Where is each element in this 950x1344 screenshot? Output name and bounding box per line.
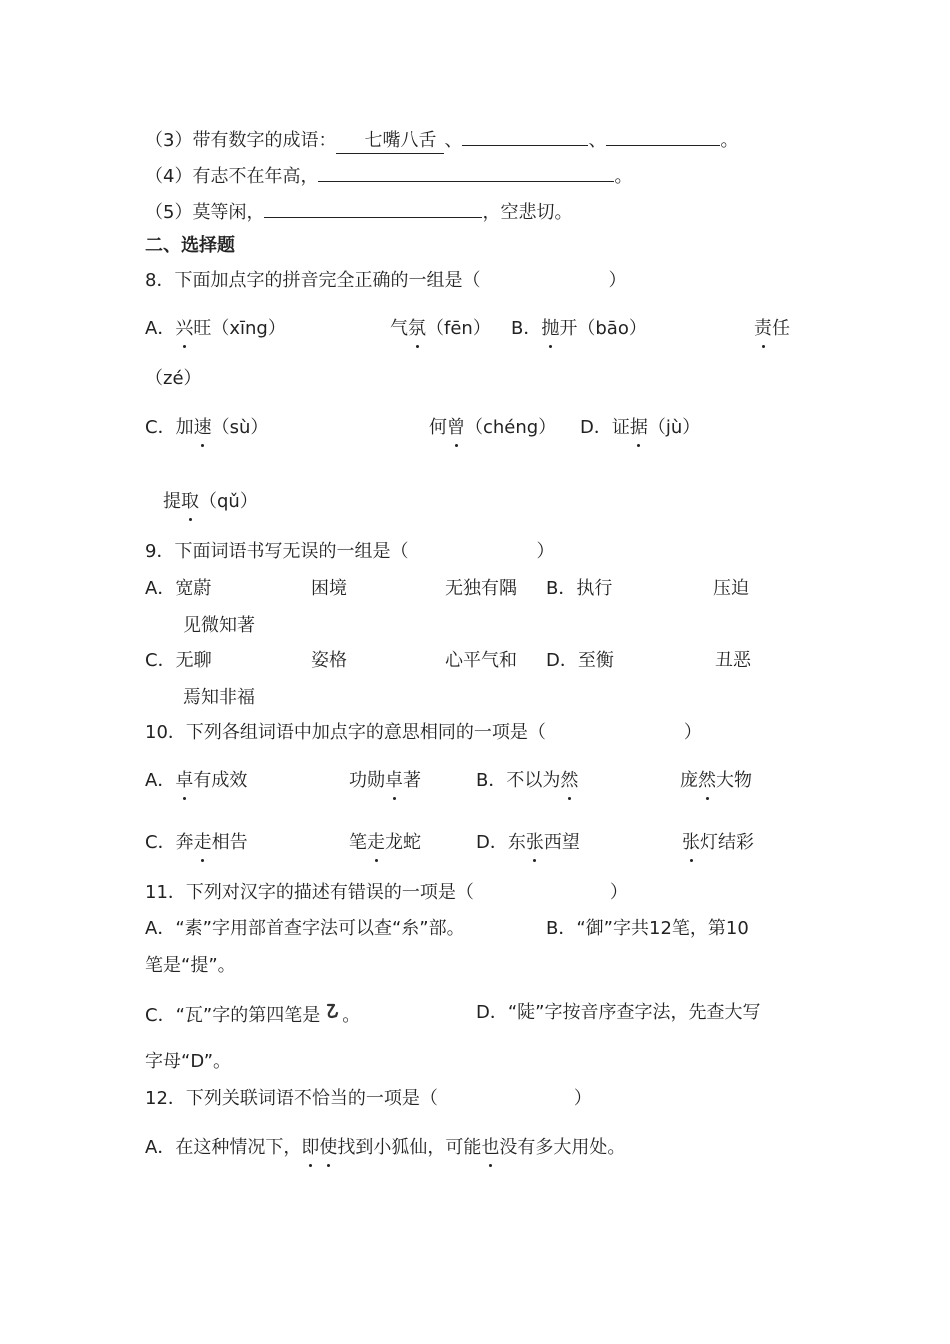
option-b-word-2: 庞然大物 [680, 770, 752, 791]
option-a-word-2: 功勋卓著 [349, 770, 421, 791]
dotted-char: 据 [629, 417, 648, 438]
fill-q3: （3）带有数字的成语： 七嘴八舌 、 、 。 [145, 127, 738, 154]
option-a-word-2: 气氛（fēn） [390, 318, 491, 339]
dotted-char: 速 [193, 417, 212, 438]
section-title: 二、选择题 [145, 235, 235, 256]
fill-q4: （4）有志不在年高， 。 [145, 163, 632, 189]
dotted-char: 兴 [175, 318, 194, 339]
option-a-word-2: 困境 [311, 578, 347, 599]
dotted-char: 张 [525, 832, 544, 853]
option-d[interactable]: D．至衡 [546, 650, 614, 671]
option-b-continued: （zé） [145, 368, 202, 389]
option-c-word-2: 姿格 [311, 650, 347, 671]
option-b[interactable]: B．不以为然 [476, 770, 579, 791]
option-a[interactable]: A．在这种情况下，即使找到小狐仙，可能也没有多大用处。 [145, 1137, 626, 1158]
option-d-word-2: 张灯结彩 [682, 832, 754, 853]
dotted-char: 然 [560, 770, 579, 791]
fill-q5: （5）莫等闲， ，空悲切。 [145, 199, 572, 225]
dotted-char: 曾 [447, 417, 465, 438]
option-c-word-2: 何曾（chéng） [429, 417, 557, 438]
option-a[interactable]: A．卓有成效 [145, 770, 248, 791]
dotted-char: 卓 [385, 770, 403, 791]
option-a-word-3: 无独有隅 [445, 578, 517, 599]
dotted-char: 抛 [541, 318, 560, 339]
answer-blank[interactable]: 七嘴八舌 [336, 129, 444, 154]
option-c[interactable]: C．无聊 [145, 650, 212, 671]
question-12-stem: 12．下列关联词语不恰当的一项是（ ） [145, 1088, 592, 1109]
option-a[interactable]: A．“素”字用部首查字法可以查“糸”部。 [145, 918, 465, 939]
option-d-continued: 字母“D”。 [145, 1051, 232, 1072]
option-d-word-2: 提取（qǔ） [163, 491, 258, 512]
question-9-stem: 9．下面词语书写无误的一组是（ ） [145, 541, 555, 562]
question-8-stem: 8．下面加点字的拼音完全正确的一组是（ ） [145, 270, 627, 291]
option-c-word-2: 笔走龙蛇 [349, 832, 421, 853]
option-a[interactable]: A．兴旺（xīng） [145, 318, 286, 339]
option-b-word-2: 责任 [754, 318, 790, 339]
dotted-char: 氛 [408, 318, 426, 339]
option-b[interactable]: B．执行 [546, 578, 613, 599]
dotted-char: 取 [181, 491, 199, 512]
dotted-char: 走 [367, 832, 385, 853]
answer-blank[interactable] [606, 127, 720, 146]
option-d[interactable]: D．东张西望 [476, 832, 580, 853]
option-d-word-2: 丑恶 [715, 650, 751, 671]
answer-blank[interactable] [264, 199, 482, 218]
stroke-icon [320, 1001, 342, 1025]
dotted-char: 卓 [175, 770, 194, 791]
option-d[interactable]: D．“陡”字按音序查字法，先查大写 [476, 1002, 761, 1023]
option-b-word-2: 压迫 [713, 578, 749, 599]
dotted-char: 使 [319, 1137, 338, 1158]
option-b-word-3: 见微知著 [183, 615, 255, 636]
option-c[interactable]: C．“瓦”字的第四笔是 。 [145, 1001, 360, 1028]
answer-blank[interactable] [318, 163, 614, 182]
dotted-char: 张 [682, 832, 700, 853]
dotted-char: 也 [481, 1137, 500, 1158]
dotted-char: 即 [301, 1137, 320, 1158]
dotted-char: 然 [698, 770, 716, 791]
dotted-char: 走 [193, 832, 212, 853]
answer-blank[interactable] [462, 127, 588, 146]
option-c[interactable]: C．奔走相告 [145, 832, 248, 853]
option-b[interactable]: B．“御”字共12笔，第10 [546, 918, 749, 939]
question-10-stem: 10．下列各组词语中加点字的意思相同的一项是（ ） [145, 722, 702, 743]
question-11-stem: 11．下列对汉字的描述有错误的一项是（ ） [145, 882, 628, 903]
dotted-char: 责 [754, 318, 772, 339]
option-c-word-3: 心平气和 [445, 650, 517, 671]
option-b-continued: 笔是“提”。 [145, 955, 236, 976]
option-c[interactable]: C．加速（sù） [145, 417, 269, 438]
option-d[interactable]: D．证据（jù） [580, 417, 701, 438]
option-d-word-3: 焉知非福 [183, 687, 255, 708]
option-a[interactable]: A．宽蔚 [145, 578, 212, 599]
option-b[interactable]: B．抛开（bāo） [511, 318, 647, 339]
